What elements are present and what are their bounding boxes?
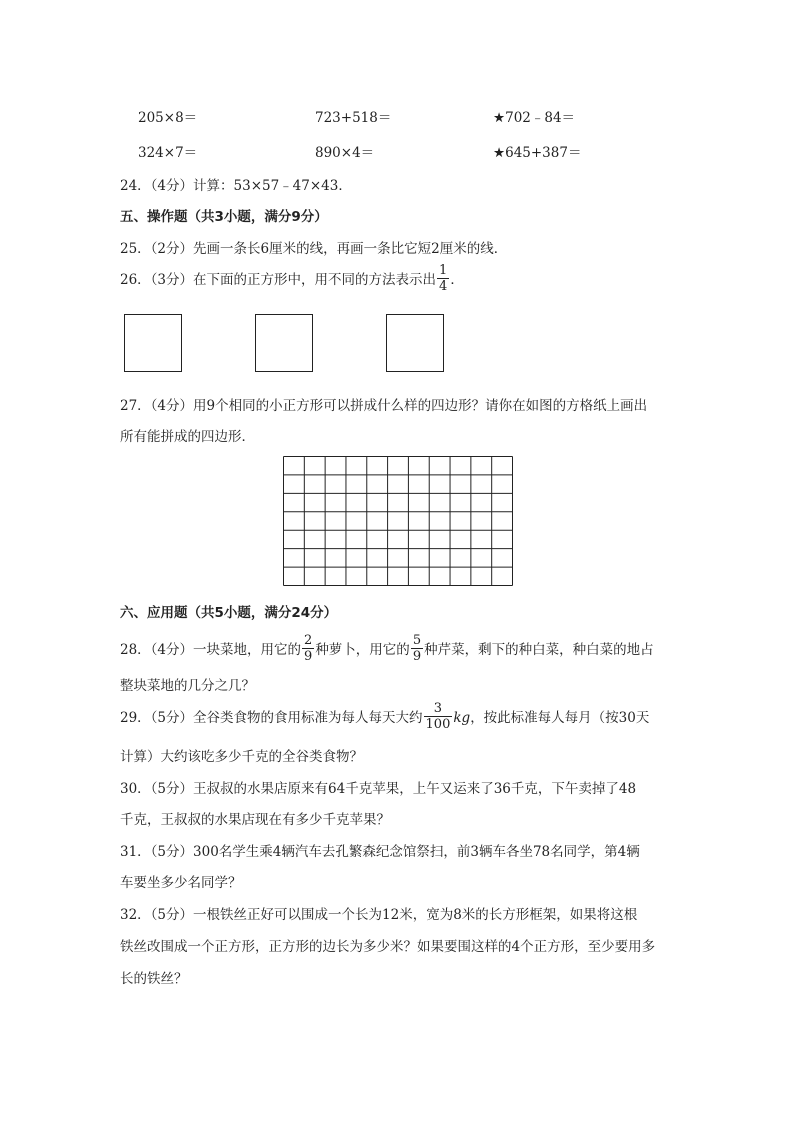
calc-item: 324×7＝ — [138, 145, 198, 161]
q29-text: 29．（5分）全谷类食物的食用标准为每人每天大约 — [120, 710, 423, 726]
q26-period: ． — [450, 272, 464, 288]
q26-text: 26．（3分）在下面的正方形中，用不同的方法表示出 — [120, 272, 437, 288]
square-1 — [124, 314, 182, 372]
unit-kg: kg — [453, 710, 471, 726]
q28-text: 种萝卜，用它的 — [315, 642, 410, 658]
fraction-five-ninths — [411, 634, 423, 663]
question-28-line-1 — [120, 633, 654, 665]
fraction-denominator: 100 — [425, 717, 451, 732]
q29-text: ，按此标准每人每月（按30天 — [470, 710, 650, 726]
question-30-line-2: 千克，王叔叔的水果店现在有多少千克苹果？ — [120, 812, 390, 828]
fraction-two-ninths — [302, 634, 314, 663]
question-27-line-1: 27．（4分）用9个相同的小正方形可以拼成什么样的四边形？请你在如图的方格纸上画出 — [120, 398, 648, 414]
fraction-denominator: 9 — [304, 649, 313, 664]
fraction-numerator: 2 — [304, 633, 313, 648]
section-5-heading: 五、操作题（共3小题，满分9分） — [120, 209, 328, 225]
calc-item: ★702﹣84＝ — [493, 110, 576, 126]
question-25: 25．（2分）先画一条长6厘米的线，再画一条比它短2厘米的线． — [120, 241, 508, 257]
calc-row-1 — [138, 106, 738, 124]
fraction-numerator: 5 — [412, 633, 422, 648]
calc-item: ★645+387＝ — [493, 145, 582, 161]
calc-row-2 — [138, 141, 738, 159]
question-30-line-1: 30．（5分）王叔叔的水果店原来有64千克苹果，上午又运来了36千克，下午卖掉了48 — [120, 781, 637, 797]
question-31-line-1: 31．（5分）300名学生乘4辆汽车去孔繁森纪念馆祭扫，前3辆车各坐78名同学，第4辆 — [120, 844, 640, 860]
fraction-numerator: 1 — [439, 263, 448, 278]
fraction-denominator: 9 — [412, 649, 422, 664]
fraction-three-hundredths — [424, 702, 453, 731]
question-31-line-2: 车要坐多少名同学？ — [120, 875, 242, 891]
fraction-numerator: 3 — [424, 702, 453, 717]
question-29-line-2: 计算）大约该吃多少千克的全谷类食物？ — [120, 749, 363, 765]
question-29-line-1 — [120, 701, 650, 733]
question-32-line-1: 32．（5分）一根铁丝正好可以围成一个长为12米，宽为8米的长方形框架，如果将这根 — [120, 907, 638, 923]
question-28-line-2: 整块菜地的几分之几？ — [120, 678, 255, 694]
question-24: 24．（4分）计算：53×57﹣47×43． — [120, 178, 352, 194]
calc-item: 205×8＝ — [138, 110, 198, 126]
q28-text: 种芹菜，剩下的种白菜，种白菜的地占 — [424, 642, 654, 658]
square-2 — [255, 314, 313, 372]
fraction-denominator: 4 — [439, 279, 448, 294]
question-32-line-3: 长的铁丝？ — [120, 971, 188, 987]
calc-item: 723+518＝ — [315, 110, 392, 126]
grid-paper — [283, 456, 513, 586]
question-26 — [120, 263, 464, 295]
calc-item: 890×4＝ — [315, 145, 375, 161]
question-32-line-2: 铁丝改围成一个正方形，正方形的边长为多少米？如果要围这样的4个正方形，至少要用多 — [120, 939, 656, 955]
q28-text: 28．（4分）一块菜地，用它的 — [120, 642, 302, 658]
question-27-line-2: 所有能拼成的四边形． — [120, 429, 255, 445]
section-6-heading: 六、应用题（共5小题，满分24分） — [120, 605, 338, 621]
square-3 — [386, 314, 444, 372]
fraction-one-quarter — [437, 264, 449, 293]
